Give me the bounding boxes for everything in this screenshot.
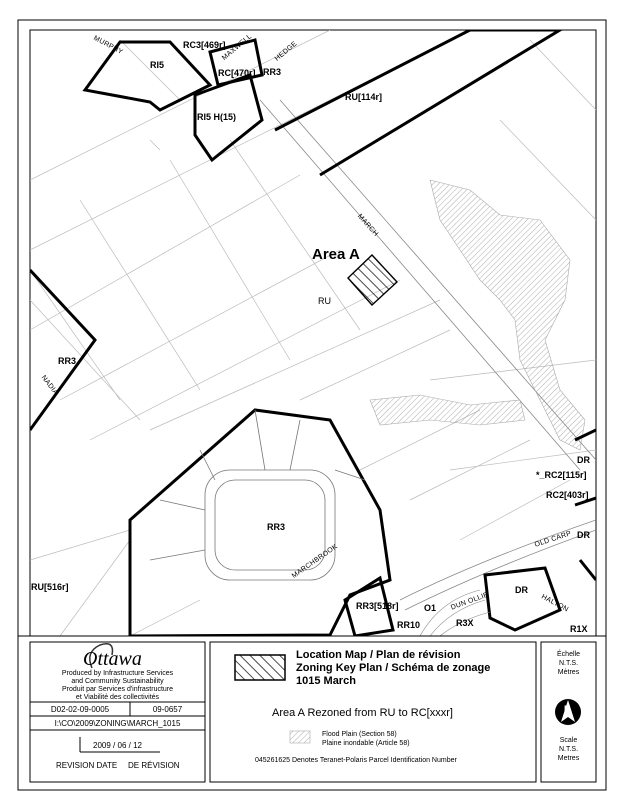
street-label-nadia: NADIA: [39, 374, 60, 397]
reference-number: 09-0657: [152, 705, 183, 714]
zone-label-ru: RU: [318, 296, 331, 306]
zone-label-rr3-center: RR3: [267, 522, 286, 532]
nts-label-fr: N.T.S.: [558, 660, 579, 667]
rezoned-note: Area A Rezoned from RU to RC[xxxr]: [272, 707, 453, 719]
zone-label-dr-center: DR: [515, 585, 528, 595]
zone-label-ri5-h15: RI5 H(15): [197, 112, 237, 122]
marker-prefix: *: [536, 470, 540, 480]
produced-fr-line-2: et Viabilité des collectivités: [75, 694, 160, 701]
zone-label-r3x: R3X: [456, 618, 474, 628]
scale-label: Scale: [559, 737, 578, 744]
echelle-label: Échelle: [557, 651, 580, 658]
zone-label-rc3-469r: RC3[469r]: [183, 40, 226, 50]
metres-label-fr: Mètres: [557, 669, 580, 676]
marchbrook-crescent: [150, 410, 365, 580]
zone-label-rc-470r: RC[470r]: [218, 68, 256, 78]
zone-label-ru-516r: RU[516r]: [31, 582, 69, 592]
street-label-marchbrook: MARCHBROOK: [290, 543, 340, 580]
produced-en-line-2: and Community Sustainability: [71, 678, 164, 685]
flood-plain-en: Flood Plain (Section 58): [322, 731, 397, 738]
zone-label-dr-top: DR: [577, 455, 590, 465]
street-label-maxwell: MAXWELL: [221, 33, 254, 62]
nts-label-en: N.T.S.: [558, 746, 579, 753]
map-body: [30, 30, 596, 636]
area-a-label: Area A: [312, 246, 360, 263]
zone-label-dr-right: DR: [577, 530, 590, 540]
flood-plain-area-2: [370, 395, 525, 425]
zone-label-r1x: R1X: [570, 624, 588, 634]
zone-label-ri5: RI5: [150, 60, 165, 70]
produced-fr-line-1: Produit par Services d'infrastructure: [61, 686, 174, 693]
parcel-id-note: 045261625 Denotes Teranet-Polaris Parcel Identification Number: [255, 757, 457, 764]
zone-label-rr3-top: RR3: [263, 67, 282, 77]
zone-label-rr3-518r: RR3[518r]: [356, 601, 399, 611]
revision-date-value: 2009 / 06 / 12: [93, 741, 142, 750]
parcel-lines: [30, 30, 596, 636]
de-revision-label: DE RÉVISION: [128, 761, 180, 770]
title-line-3: 1015 March: [296, 675, 356, 687]
legend-hatch-swatch: [235, 655, 285, 680]
zone-label-rr10: RR10: [397, 620, 421, 630]
file-number: D02-02-09-0005: [50, 705, 110, 714]
street-label-hedge: HEDGE: [273, 40, 299, 63]
zone-label-rc2-115r: *_RC2[115r]: [536, 470, 587, 480]
street-label-old-carp: OLD CARP: [533, 530, 573, 549]
zone-label-rc2-403r: RC2[403r]: [546, 490, 589, 500]
zone-label-rc2-115r-text: RC2[115r]: [544, 470, 587, 480]
file-path: I:\CO\2009\ZONING\MARCH_1015: [54, 719, 181, 728]
street-label-march: MARCH: [355, 213, 380, 238]
map-border: [30, 30, 596, 636]
legend-flood-swatch: [290, 731, 310, 743]
ottawa-logo-text: Ottawa: [83, 648, 142, 670]
title-line-2: Zoning Key Plan / Schéma de zonage: [296, 662, 491, 674]
street-label-murphy: MURPHY: [92, 34, 124, 57]
street-label-halton: HALTON: [540, 593, 570, 614]
zone-label-o1: O1: [424, 603, 437, 613]
flood-plain-fr: Plaine inondable (Article 58): [322, 740, 410, 747]
zone-label-rr3-left: RR3: [58, 356, 77, 366]
zone-boundaries: [30, 30, 596, 636]
north-letter: N: [564, 704, 571, 714]
street-label-dun-ollie: DUN OLLIE: [449, 591, 490, 612]
revision-date-label: REVISION DATE: [56, 761, 118, 770]
produced-en-line-1: Produced by Infrastructure Services: [61, 670, 174, 677]
title-line-1: Location Map / Plan de révision: [296, 649, 461, 661]
zone-label-ru-114r: RU[114r]: [345, 92, 383, 102]
metres-label-en: Metres: [557, 755, 580, 762]
